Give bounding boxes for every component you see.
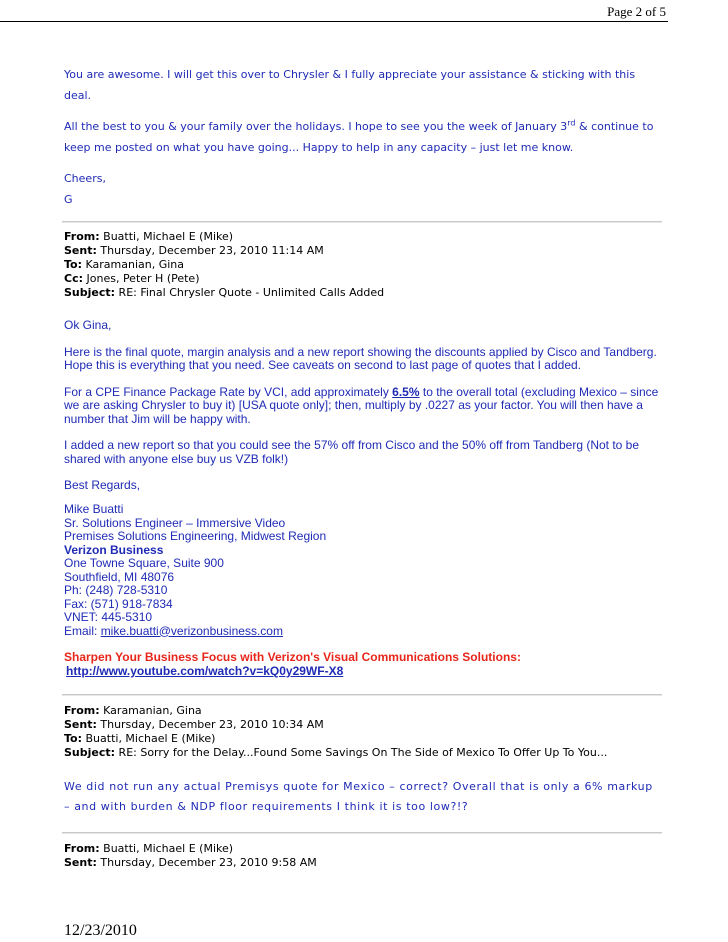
to-line: To: Buatti, Michael E (Mike): [64, 732, 216, 745]
signature-company: Verizon Business: [64, 542, 164, 557]
sent-line: Sent: Thursday, December 23, 2010 11:14 AM: [64, 244, 324, 257]
subject-line: Subject: RE: Sorry for the Delay...Found Some Savings On The Side of Mexico To Offer Up To You...: [64, 746, 608, 759]
cc-line: Cc: Jones, Peter H (Pete): [64, 272, 200, 285]
email-separator-1: [62, 221, 662, 223]
signature-title: Sr. Solutions Engineer – Immersive Video: [64, 515, 286, 530]
sent-line: Sent: Thursday, December 23, 2010 9:58 AM: [64, 856, 317, 869]
greeting: Ok Gina,: [64, 318, 112, 332]
closing: Best Regards,: [64, 478, 141, 492]
email-header-mike-1: [64, 230, 662, 300]
promo-text: Sharpen Your Business Focus with Verizon's Visual Communications Solutions:: [64, 650, 521, 664]
body-paragraph-3: I added a new report so that you could see the 57% off from Cisco and the 50% off from Tandberg (Not to be shared with anyone else buy us VZB folk!): [64, 438, 640, 466]
signature-phone: Ph: (248) 728-5310: [64, 583, 168, 597]
sent-line: Sent: Thursday, December 23, 2010 10:34 AM: [64, 718, 324, 731]
rate-highlight: 6.5%: [392, 384, 420, 399]
signature-vnet: VNET: 445-5310: [64, 610, 153, 624]
page-number: Page 2 of 5: [607, 4, 666, 19]
signature-block: [64, 503, 662, 638]
page-header-rule: [0, 21, 668, 22]
signature-dept: Premises Solutions Engineering, Midwest Region: [64, 529, 327, 543]
promo-block: [64, 650, 662, 678]
body-paragraph-1: You are awesome. I will get this over to Chrysler & I fully appreciate your assistance & sticking with this deal.: [64, 68, 636, 102]
from-line: From: Karamanian, Gina: [64, 704, 202, 717]
email-body-gina-1: [64, 64, 662, 210]
superscript-rd: rd: [567, 118, 576, 128]
subject-line: Subject: RE: Final Chrysler Quote - Unlimited Calls Added: [64, 286, 385, 299]
body-paragraph-2: For a CPE Finance Package Rate by VCI, add approximately 6.5% to the overall total (excluding Mexico – since we are asking Chrysler to buy it) [USA quote only]; then, multiply by .0227 as your factor. You will then have a number that Jim will be happy with.: [64, 384, 659, 426]
email-separator-2: [62, 694, 662, 696]
body-paragraph-1: Here is the final quote, margin analysis and a new report showing the discounts applied by Cisco and Tandberg. Hope this is everything that you need. See caveats on second to last page of quotes that I added.: [64, 344, 657, 372]
promo-video-link[interactable]: http://www.youtube.com/watch?v=kQ0y29WF-X8: [66, 664, 344, 678]
body-paragraph-2: All the best to you & your family over the holidays. I hope to see you the week of January 3rd & continue to keep me posted on what you have going... Happy to help in any capacity – just let me know.: [64, 118, 654, 154]
email-body-gina-2: We did not run any actual Premisys quote for Mexico – correct? Overall that is only a 6% markup – and with burden & NDP floor requirements I think it is too low?!?: [64, 780, 653, 813]
body-initial: G: [64, 193, 73, 206]
signature-email-link[interactable]: mike.buatti@verizonbusiness.com: [100, 623, 283, 638]
to-line: To: Karamanian, Gina: [64, 258, 185, 271]
from-line: From: Buatti, Michael E (Mike): [64, 842, 234, 855]
signature-address1: One Towne Square, Suite 900: [64, 556, 224, 570]
email-header-mike-2: [64, 842, 662, 870]
signature-fax: Fax: (571) 918-7834: [64, 596, 173, 611]
from-line: From: Buatti, Michael E (Mike): [64, 230, 234, 243]
signature-address2: Southfield, MI 48076: [64, 569, 175, 584]
body-signoff: Cheers,: [64, 172, 106, 185]
footer-date: 12/23/2010: [64, 922, 137, 939]
signature-email-line: Email: mike.buatti@verizonbusiness.com: [64, 623, 283, 638]
email-separator-3: [62, 832, 662, 834]
signature-name: Mike Buatti: [64, 502, 124, 516]
email-body-mike-1: [64, 319, 662, 493]
email-header-gina-2: [64, 704, 662, 760]
